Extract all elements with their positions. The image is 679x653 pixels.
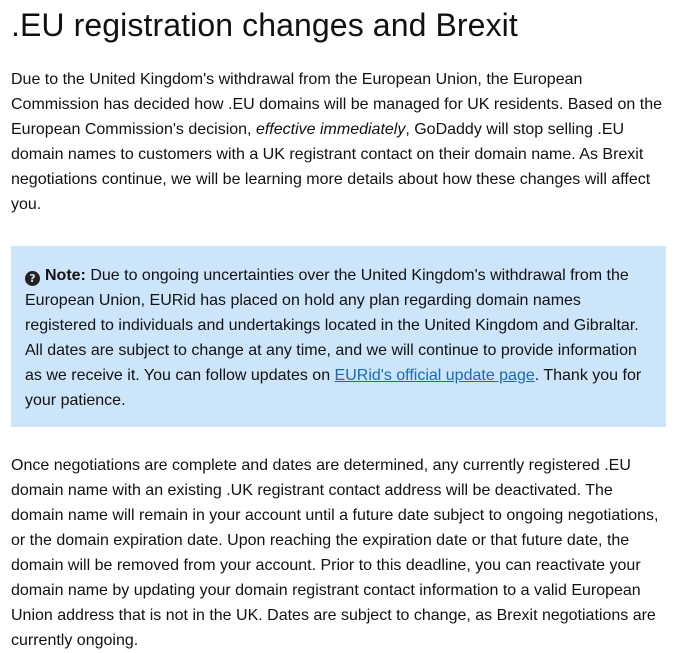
article bbox=[11, 0, 671, 653]
intro-paragraph bbox=[11, 67, 666, 217]
closing-paragraph: Once negotiations are complete and dates are determined, any currently registered .EU domain name with an existing .UK registrant contact address will be deactivated. The domain name will remain in your account until a future date subject to ongoing negotiations, or the domain expiration date. Upon reaching the expiration date or that future date, the domain will be removed from your account. Prior to this deadline, you can reactivate your domain name by updating your domain registrant contact information to a valid European Union address that is not in the UK. Dates are subject to change, as Brexit negotiations are currently ongoing. bbox=[11, 457, 659, 649]
question-circle-icon: ? bbox=[25, 271, 40, 286]
intro-emphasis: effective immediately bbox=[255, 121, 406, 138]
note-text-end: . Thank you for your patience. bbox=[25, 367, 642, 409]
note-text: Due to ongoing uncertainties over the United Kingdom's withdrawal from the European Union, EURid has placed on hold any plan regarding domain names registered to individuals and undertakings located in the United Kingdom and Gibraltar. All dates are subject to change at any time, and we will continue to provide information as we receive it. You can follow updates on bbox=[25, 267, 639, 384]
eurid-update-page-link[interactable]: EURid's official update page bbox=[334, 367, 535, 384]
note-callout bbox=[11, 246, 666, 427]
intro-text-start: Due to the United Kingdom's withdrawal from the European Union, the European Commission has decided how .EU domains will be managed for UK residents. Based on the European Commission's decision, bbox=[11, 71, 662, 138]
page-title: .EU registration changes and Brexit bbox=[11, 7, 518, 43]
intro-text-end: , GoDaddy will stop selling .EU domain names to customers with a UK registrant contact on their domain name. As Brexit negotiations continue, we will be learning more details about how these changes will affect you. bbox=[11, 121, 651, 213]
note-label: Note: bbox=[45, 267, 86, 284]
